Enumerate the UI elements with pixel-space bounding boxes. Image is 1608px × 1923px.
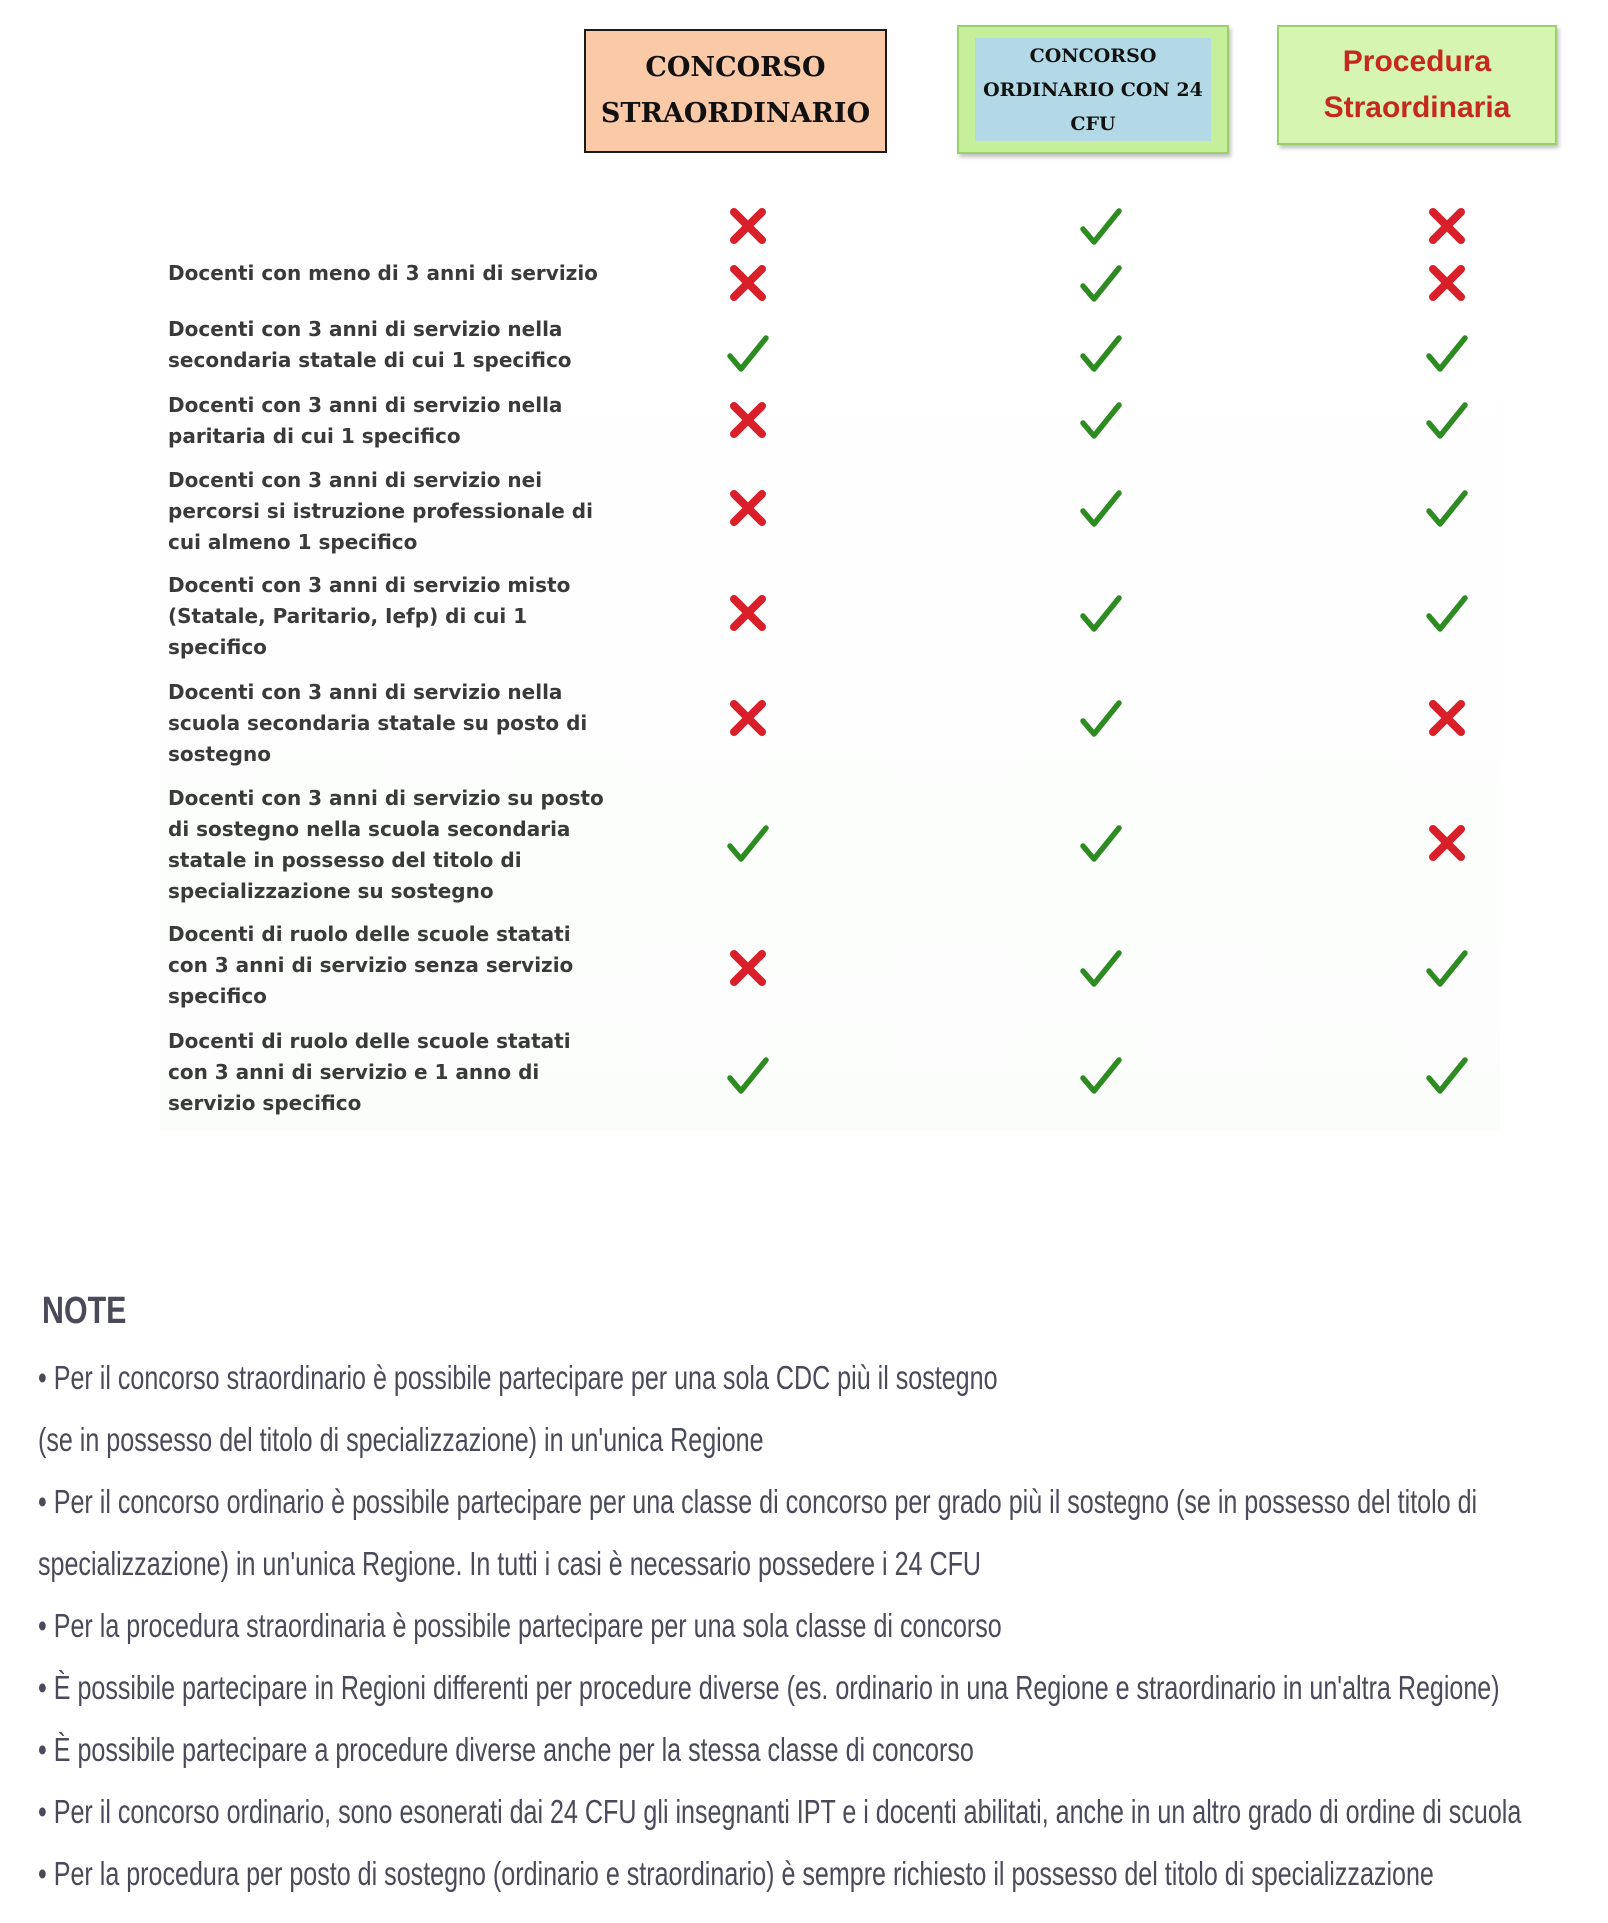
row-label: Docenti di ruolo delle scuole statati con 3 anni di servizio senza servizio specifico	[168, 922, 574, 1008]
notes-list	[38, 1347, 1578, 1905]
check-icon	[1077, 944, 1125, 992]
check-icon	[724, 329, 772, 377]
check-icon	[1077, 819, 1125, 867]
row-label: Docenti con 3 anni di servizio misto (Statale, Paritario, Iefp) di cui 1 specifico	[168, 573, 571, 659]
check-icon	[1077, 259, 1125, 307]
check-icon	[1077, 202, 1125, 250]
note-item: • Per il concorso straordinario è possibile partecipare per una sola CDC più il sostegno (se in possesso del titolo di specializzazione) in un'unica Regione	[38, 1359, 998, 1458]
note-item: • Per la procedura per posto di sostegno (ordinario e straordinario) è sempre richiesto il possesso del titolo di specializzazione	[38, 1855, 1434, 1892]
cross-icon	[724, 396, 772, 444]
cross-icon	[1423, 259, 1471, 307]
note-item: • Per il concorso ordinario, sono esonerati dai 24 CFU gli insegnanti IPT e i docenti abilitati, anche in un altro grado di ordine di scuola	[38, 1793, 1522, 1830]
check-icon	[724, 819, 772, 867]
header-procedura-straordinaria-label: Procedura Straordinaria	[1323, 45, 1511, 124]
header-concorso-ordinario-inner	[975, 38, 1211, 141]
check-icon	[1423, 1051, 1471, 1099]
note-item: • È possibile partecipare in Regioni differenti per procedure diverse (es. ordinario in una Regione e straordinario in un'altra Regione)	[38, 1669, 1500, 1706]
cross-icon	[1423, 202, 1471, 250]
notes-section	[38, 1290, 1578, 1905]
header-procedura-straordinaria	[1277, 25, 1557, 145]
cross-icon	[724, 944, 772, 992]
cross-icon	[724, 202, 772, 250]
check-icon	[1077, 1051, 1125, 1099]
cross-icon	[724, 694, 772, 742]
check-icon	[1077, 329, 1125, 377]
check-icon	[1077, 396, 1125, 444]
note-item: • Per la procedura straordinaria è possibile partecipare per una sola classe di concorso	[38, 1607, 1002, 1644]
check-icon	[1423, 329, 1471, 377]
cross-icon	[1423, 694, 1471, 742]
row-label: Docenti con 3 anni di servizio nella scuola secondaria statale su posto di sostegno	[168, 680, 588, 766]
header-concorso-ordinario-label: CONCORSO ORDINARIO CON 24 CFU	[983, 44, 1203, 135]
check-icon	[724, 1051, 772, 1099]
header-concorso-ordinario	[957, 25, 1229, 154]
row-label: Docenti con meno di 3 anni di servizio	[168, 261, 598, 285]
note-item: • È possibile partecipare a procedure diverse anche per la stessa classe di concorso	[38, 1731, 974, 1768]
cross-icon	[1423, 819, 1471, 867]
check-icon	[1423, 944, 1471, 992]
row-label: Docenti con 3 anni di servizio nei percorsi si istruzione professionale di cui almeno 1 specifico	[168, 468, 593, 554]
cross-icon	[724, 484, 772, 532]
check-icon	[1077, 589, 1125, 637]
row-label: Docenti con 3 anni di servizio nella paritaria di cui 1 specifico	[168, 393, 563, 448]
check-icon	[1423, 396, 1471, 444]
cross-icon	[724, 589, 772, 637]
check-icon	[1423, 589, 1471, 637]
header-concorso-straordinario	[584, 29, 887, 153]
check-icon	[1423, 484, 1471, 532]
note-item: • Per il concorso ordinario è possibile partecipare per una classe di concorso per grado più il sostegno (se in possesso del titolo di specializzazione) in un'unica Regione. In tutti i casi è necessario possedere i 24 CFU	[38, 1483, 1478, 1582]
row-label: Docenti con 3 anni di servizio nella secondaria statale di cui 1 specifico	[168, 317, 572, 372]
row-label: Docenti con 3 anni di servizio su posto di sostegno nella scuola secondaria statale in possesso del titolo di specializzazione su sostegno	[168, 786, 604, 903]
header-concorso-straordinario-label: CONCORSO STRAORDINARIO	[600, 52, 871, 129]
check-icon	[1077, 694, 1125, 742]
row-label: Docenti di ruolo delle scuole statati con 3 anni di servizio e 1 anno di servizio specifico	[168, 1029, 571, 1115]
cross-icon	[724, 259, 772, 307]
notes-title: NOTE	[42, 1290, 127, 1332]
check-icon	[1077, 484, 1125, 532]
